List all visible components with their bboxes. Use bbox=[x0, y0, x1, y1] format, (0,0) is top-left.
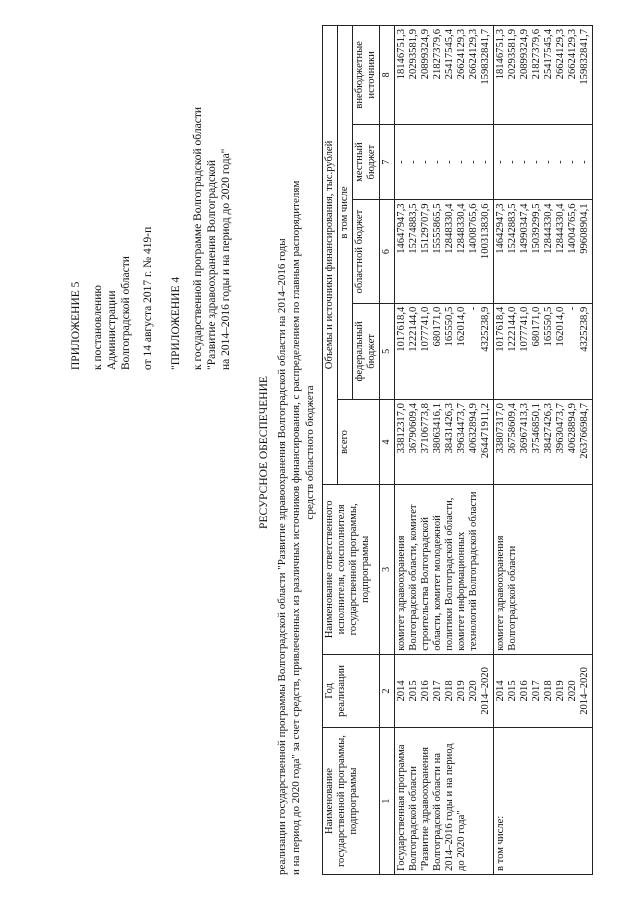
total-value: 40628894,9 bbox=[567, 403, 578, 454]
intro-line-1: реализации государственной программы Волгоградской области "Развитие здравоохранения Волгоградской области на 2014–2016 годы bbox=[276, 238, 288, 875]
regional-value: 14990347,4 bbox=[519, 203, 530, 254]
extra-cell bbox=[494, 26, 593, 125]
regional-value: 14004765,6 bbox=[567, 203, 578, 254]
federal-value: 1222144,0 bbox=[507, 306, 518, 352]
prilozhenie4-line-2: "Развитие здравоохранения Волгоградской bbox=[206, 159, 218, 370]
program-name: Государственная программа Волгоградской области "Развитие здравоохранения Волгоградской области на 2014–2016 годы и на период до 2020 года" bbox=[395, 728, 494, 875]
table-row bbox=[395, 26, 494, 875]
extra-value: 26624129,3 bbox=[468, 29, 479, 80]
intro-line-3: средств областного бюджета bbox=[304, 385, 316, 520]
col-number: 3 bbox=[380, 484, 395, 654]
total-value: 36758609,4 bbox=[507, 403, 518, 454]
document-heading: РЕСУРСНОЕ ОБЕСПЕЧЕНИЕ bbox=[258, 376, 270, 529]
header-name: Наименование государственной программы, подпрограммы bbox=[323, 728, 380, 875]
local-value: - bbox=[420, 160, 431, 164]
year-value: 2014–2020 bbox=[480, 667, 491, 715]
prilozhenie4-title: "ПРИЛОЖЕНИЕ 4 bbox=[170, 276, 182, 370]
prilozhenie4-line-1: к государственной программе Волгоградской области bbox=[192, 107, 204, 370]
federal-value: 4325238,9 bbox=[480, 306, 491, 352]
total-value: 38431426,3 bbox=[444, 403, 455, 454]
year-value: 2019 bbox=[456, 680, 467, 702]
regional-value: 15039299,5 bbox=[531, 203, 542, 254]
total-value: 33807317,0 bbox=[495, 403, 506, 454]
table-body bbox=[395, 26, 593, 875]
federal-value: 165550,5 bbox=[543, 306, 554, 347]
federal-value: - bbox=[468, 306, 479, 311]
table-row bbox=[494, 26, 593, 875]
federal-value: 1017618,4 bbox=[396, 306, 407, 352]
extra-value: 20899324,9 bbox=[420, 29, 431, 80]
total-value: 263766984,7 bbox=[579, 403, 590, 459]
federal-value: 1077741,0 bbox=[519, 306, 530, 352]
appendix-line-1: к постановлению bbox=[92, 285, 104, 370]
federal-value: 680171,0 bbox=[531, 306, 542, 347]
year-cell bbox=[494, 654, 593, 727]
col-number: 5 bbox=[380, 303, 395, 399]
total-value: 39634473,7 bbox=[456, 403, 467, 454]
local-value: - bbox=[507, 160, 518, 164]
extra-value: 25417545,4 bbox=[543, 29, 554, 80]
local-value: - bbox=[396, 160, 407, 164]
year-value: 2014 bbox=[495, 680, 506, 702]
col-number: 1 bbox=[380, 728, 395, 875]
col-number: 7 bbox=[380, 124, 395, 200]
total-value: 38427426,3 bbox=[543, 403, 554, 454]
appendix-line-3: Волгоградской области bbox=[120, 256, 132, 370]
header-volumes: Объемы и источники финансирования, тыс.рублей bbox=[323, 26, 338, 485]
extra-value: 20293581,9 bbox=[408, 29, 419, 80]
year-cell bbox=[395, 654, 494, 727]
extra-value: 20293581,9 bbox=[507, 29, 518, 80]
executor-cell: комитет здравоохранения Волгоградской области, комитет строительства Волгоградской области, комитет молодежной политики Волгоградской области, комитет информационных технологий Волгоградской области bbox=[395, 484, 494, 654]
regional-value: 99608904,1 bbox=[579, 203, 590, 254]
total-value: 37546850,1 bbox=[531, 403, 542, 454]
year-value: 2016 bbox=[519, 680, 530, 702]
local-value: - bbox=[444, 160, 455, 164]
extra-value: 159832841,7 bbox=[480, 29, 491, 85]
local-value: - bbox=[408, 160, 419, 164]
federal-value: 162014,0 bbox=[555, 306, 566, 347]
local-value: - bbox=[567, 160, 578, 164]
header-regional: областной бюджет bbox=[353, 200, 380, 303]
total-value: 39630473,7 bbox=[555, 403, 566, 454]
total-value: 264471911,2 bbox=[480, 403, 491, 459]
year-value: 2015 bbox=[507, 680, 518, 702]
appendix-date: от 14 августа 2017 г. № 419-п bbox=[142, 226, 154, 370]
prilozhenie4-line-3: на 2014–2016 годы и на период до 2020 года" bbox=[220, 148, 232, 370]
col-number: 2 bbox=[380, 654, 395, 727]
extra-value: 26624129,3 bbox=[555, 29, 566, 80]
federal-value: - bbox=[567, 306, 578, 311]
year-value: 2016 bbox=[420, 680, 431, 702]
local-value: - bbox=[579, 160, 590, 164]
extra-value: 18146751,3 bbox=[396, 29, 407, 80]
executor-cell: комитет здравоохранения Волгоградской области bbox=[494, 484, 593, 654]
local-value: - bbox=[480, 160, 491, 164]
federal-value: 1017618,4 bbox=[495, 306, 506, 352]
intro-line-2: и на период до 2020 года" за счет средств, привлеченных из различных источников финансирования, с распределением по главным распорядителям bbox=[290, 180, 302, 875]
regional-cell bbox=[395, 200, 494, 303]
total-value: 38063416,1 bbox=[432, 403, 443, 454]
regional-value: 14642947,3 bbox=[495, 203, 506, 254]
local-value: - bbox=[468, 160, 479, 164]
regional-value: 14647947,3 bbox=[396, 203, 407, 254]
year-value: 2017 bbox=[432, 680, 443, 702]
appendix-title: ПРИЛОЖЕНИЕ 5 bbox=[70, 281, 82, 370]
total-value: 36967413,3 bbox=[519, 403, 530, 454]
regional-value: 15242883,5 bbox=[507, 203, 518, 254]
col-number: 4 bbox=[380, 400, 395, 485]
header-year: Год реализации bbox=[323, 654, 380, 727]
total-value: 33812317,0 bbox=[396, 403, 407, 454]
header-incl: в том числе bbox=[338, 26, 353, 400]
header-executor: Наименование ответственного исполнителя, соисполнителя государственной программы, подпрограммы bbox=[323, 484, 380, 654]
program-name: в том числе: bbox=[494, 728, 593, 875]
extra-value: 20899324,9 bbox=[519, 29, 530, 80]
regional-value: 100313830,6 bbox=[480, 203, 491, 260]
local-value: - bbox=[432, 160, 443, 164]
extra-value: 26624129,3 bbox=[567, 29, 578, 80]
local-value: - bbox=[555, 160, 566, 164]
regional-value: 12848330,4 bbox=[444, 203, 455, 254]
total-cell bbox=[395, 400, 494, 485]
local-value: - bbox=[519, 160, 530, 164]
federal-value: 680171,0 bbox=[432, 306, 443, 347]
total-value: 37106773,8 bbox=[420, 403, 431, 454]
total-cell bbox=[494, 400, 593, 485]
federal-cell bbox=[494, 303, 593, 399]
local-value: - bbox=[543, 160, 554, 164]
extra-value: 25417545,4 bbox=[444, 29, 455, 80]
year-value: 2015 bbox=[408, 680, 419, 702]
federal-value: 1077741,0 bbox=[420, 306, 431, 352]
appendix-line-2: Администрации bbox=[106, 290, 118, 370]
year-value: 2020 bbox=[468, 680, 479, 702]
year-value: 2019 bbox=[555, 680, 566, 702]
year-value: 2018 bbox=[444, 680, 455, 702]
federal-cell bbox=[395, 303, 494, 399]
total-value: 36790609,4 bbox=[408, 403, 419, 454]
regional-value: 12844330,4 bbox=[555, 203, 566, 254]
federal-value: 4325238,9 bbox=[579, 306, 590, 352]
col-number: 8 bbox=[380, 26, 395, 125]
federal-value: 165550,5 bbox=[444, 306, 455, 347]
year-value: 2014–2020 bbox=[579, 667, 590, 715]
extra-cell bbox=[395, 26, 494, 125]
resource-table bbox=[322, 25, 593, 875]
extra-value: 26624129,3 bbox=[456, 29, 467, 80]
extra-value: 159832841,7 bbox=[579, 29, 590, 85]
local-cell bbox=[494, 124, 593, 200]
year-value: 2017 bbox=[531, 680, 542, 702]
header-extra: внебюджетные источники bbox=[353, 26, 380, 125]
extra-value: 21827379,6 bbox=[531, 29, 542, 80]
regional-value: 15129707,9 bbox=[420, 203, 431, 254]
year-value: 2014 bbox=[396, 680, 407, 702]
local-value: - bbox=[456, 160, 467, 164]
regional-value: 12848330,4 bbox=[456, 203, 467, 254]
year-value: 2020 bbox=[567, 680, 578, 702]
local-value: - bbox=[531, 160, 542, 164]
local-value: - bbox=[495, 160, 506, 164]
local-cell bbox=[395, 124, 494, 200]
header-federal: федеральный бюджет bbox=[353, 303, 380, 399]
extra-value: 21827379,6 bbox=[432, 29, 443, 80]
federal-value: 162014,0 bbox=[456, 306, 467, 347]
header-total: всего bbox=[338, 400, 380, 485]
regional-value: 15555865,5 bbox=[432, 203, 443, 254]
regional-value: 14008765,6 bbox=[468, 203, 479, 254]
header-local: местный бюджет bbox=[353, 124, 380, 200]
extra-value: 18146751,3 bbox=[495, 29, 506, 80]
year-value: 2018 bbox=[543, 680, 554, 702]
total-value: 40632894,9 bbox=[468, 403, 479, 454]
col-number: 6 bbox=[380, 200, 395, 303]
regional-value: 12844330,4 bbox=[543, 203, 554, 254]
regional-cell bbox=[494, 200, 593, 303]
regional-value: 15274883,5 bbox=[408, 203, 419, 254]
federal-value: 1222144,0 bbox=[408, 306, 419, 352]
